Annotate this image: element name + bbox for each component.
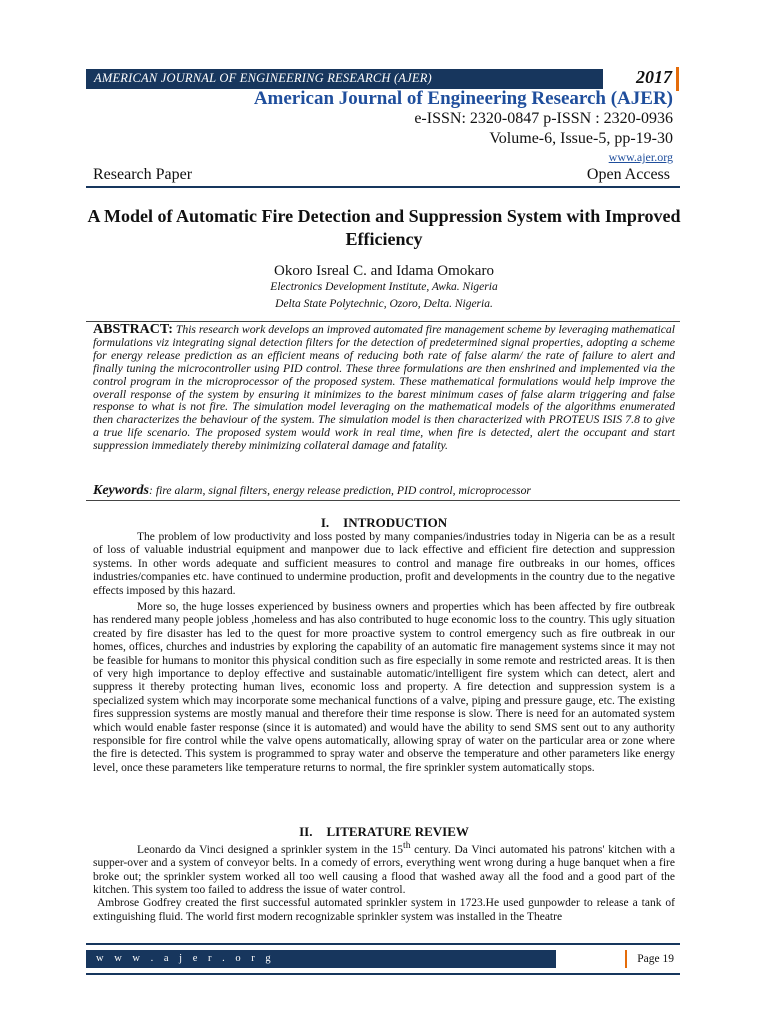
paragraph-text: The problem of low productivity and loss posted by many companies/industries today in Nigeria can be as a result of loss of valuable industrial equipment and manpower due to lack effective and efficient fire detection and suppression systems. In other words adequate and sufficient measures to control and manage fire outbreaks in our homes, offices industries/companies etc. have continued to undermine production, profit and developments in the country due to the negative effects imposed by this hazard. bbox=[93, 531, 675, 597]
publication-year: 2017 bbox=[603, 67, 679, 91]
access-type: Open Access bbox=[586, 166, 670, 183]
abstract bbox=[93, 324, 675, 453]
intro-paragraph-2 bbox=[93, 601, 675, 775]
journal-name: American Journal of Engineering Research (AJER) bbox=[253, 88, 673, 109]
paragraph-text: Ambrose Godfrey created the first successful automated sprinkler system in 1723.He used gunpowder to release a tank of extinguishing fluid. The world first modern recognizable sprinkler system was installed in the Theatre bbox=[93, 897, 675, 923]
section-number: I. bbox=[320, 515, 330, 530]
abstract-top-divider bbox=[86, 321, 680, 322]
band-journal-title: AMERICAN JOURNAL OF ENGINEERING RESEARCH (AJER) bbox=[94, 71, 432, 85]
keywords bbox=[93, 483, 675, 499]
page-number: Page 19 bbox=[625, 950, 674, 968]
section-number: II. bbox=[299, 824, 313, 839]
section-heading-literature-review bbox=[86, 824, 682, 840]
section-title: LITERATURE REVIEW bbox=[326, 824, 469, 839]
header-divider bbox=[86, 186, 680, 188]
paper-authors: Okoro Isreal C. and Idama Omokaro bbox=[274, 263, 494, 279]
paper-title: A Model of Automatic Fire Detection and Suppression System with Improved Efficiency bbox=[87, 206, 681, 249]
paragraph-text: Leonardo da Vinci designed a sprinkler system in the 15 bbox=[137, 843, 404, 856]
affiliation-1: Electronics Development Institute, Awka. Nigeria bbox=[270, 281, 498, 293]
affiliation-2: Delta State Polytechnic, Ozoro, Delta. Nigeria. bbox=[275, 298, 493, 310]
journal-url-link[interactable]: www.ajer.org bbox=[608, 150, 673, 164]
section-heading-introduction bbox=[86, 515, 682, 531]
paragraph-text: century. Da Vinci automated his patrons' kitchen with a supper-over and a system of conveyor belts. In a comedy of errors, everything went wrong during a huge banquet when a fire broke out; the sprinkler system worked all too well causing a flood that washed away all the food and a good part of the kitchen. This system too failed to address the issue of water control. bbox=[93, 843, 675, 897]
page-footer bbox=[86, 943, 680, 975]
section-title: INTRODUCTION bbox=[343, 515, 448, 530]
footer-site: w w w . a j e r . o r g bbox=[86, 950, 556, 968]
keywords-bottom-divider bbox=[86, 500, 680, 501]
superscript: th bbox=[403, 840, 411, 851]
volume-line: Volume-6, Issue-5, pp-19-30 bbox=[489, 130, 673, 147]
intro-paragraph-1 bbox=[93, 531, 675, 598]
literature-paragraphs bbox=[93, 839, 675, 924]
paragraph-text: More so, the huge losses experienced by business owners and properties which has been affected by fire outbreak has rendered many people jobless ,homeless and has also contributed to huge economic loss to the country. This ugly situation created by fire disaster has led to the quest for more proactive system to control emergency such as fire outbreak in our homes, offices, churches and industries by exploring the capability of an automatic fire management systems since it may not be feasible for humans to monitor this physical condition such as fire especially in some remote and restricted areas. It is then of very high importance to deploy effective and sustainable automatic/intelligent fire system which can detect, alert and suppress it thereby protecting human lives, economic loss and property. A fire detection and suppression system is a specialized system which may incorporate some mechanical functions of a valve, piping and pressure gauge, etc. The existing fires suppression systems are mostly manual and therefore their time response is slow. There is need for an automated system which would enable faster response (since it is automated) and would have the ability to send SMS sent out to any authority responsible for fire control while the valve opens automatically, allowing spray of water on the particular area or zone where the fire is detected. This system is programmed to spray water and observe the temperature and other parameters like energy level, once these parameters like temperature returns to normal, the fire sprinkler system automatically stops. bbox=[93, 601, 675, 774]
abstract-text: This research work develops an improved automated fire management scheme by leveraging mathematical formulations viz integrating signal detection filters for the detection of predetermined signal properties, adopting a scheme for energy release prediction as an efficient means of reducing both rate of false alarm/ the rate of failure to alert and finally tuning the microcontroller using PID control. These three formulations are then enshrined and implemented via the control program in the microprocessor of the proposed system. These mathematical formulations would help improve the overall response of the system by ensuring it minimizes to the barest minimum cases of false alarm triggering and false response to what is not fire. The simulation model leveraging on the mathematical models of the algorithms enumerated then characterizes the behaviour of the system. The simulation model is then characterized with PROTEUS ISIS 7.8 to give a true life scenario. The proposed system would work in real time, when fire is detected, alert the occupant and start suppression immediately thereby minimizing collateral damage and fatality. bbox=[93, 323, 676, 453]
paper-type: Research Paper bbox=[93, 166, 193, 183]
journal-header-band bbox=[86, 69, 679, 89]
abstract-label: ABSTRACT: bbox=[93, 322, 173, 337]
keywords-text: fire alarm, signal filters, energy release prediction, PID control, microprocessor bbox=[155, 484, 531, 497]
keywords-label: Keywords bbox=[93, 483, 149, 498]
keywords-colon: : bbox=[149, 484, 153, 497]
issn-line: e-ISSN: 2320-0847 p-ISSN : 2320-0936 bbox=[414, 110, 673, 127]
